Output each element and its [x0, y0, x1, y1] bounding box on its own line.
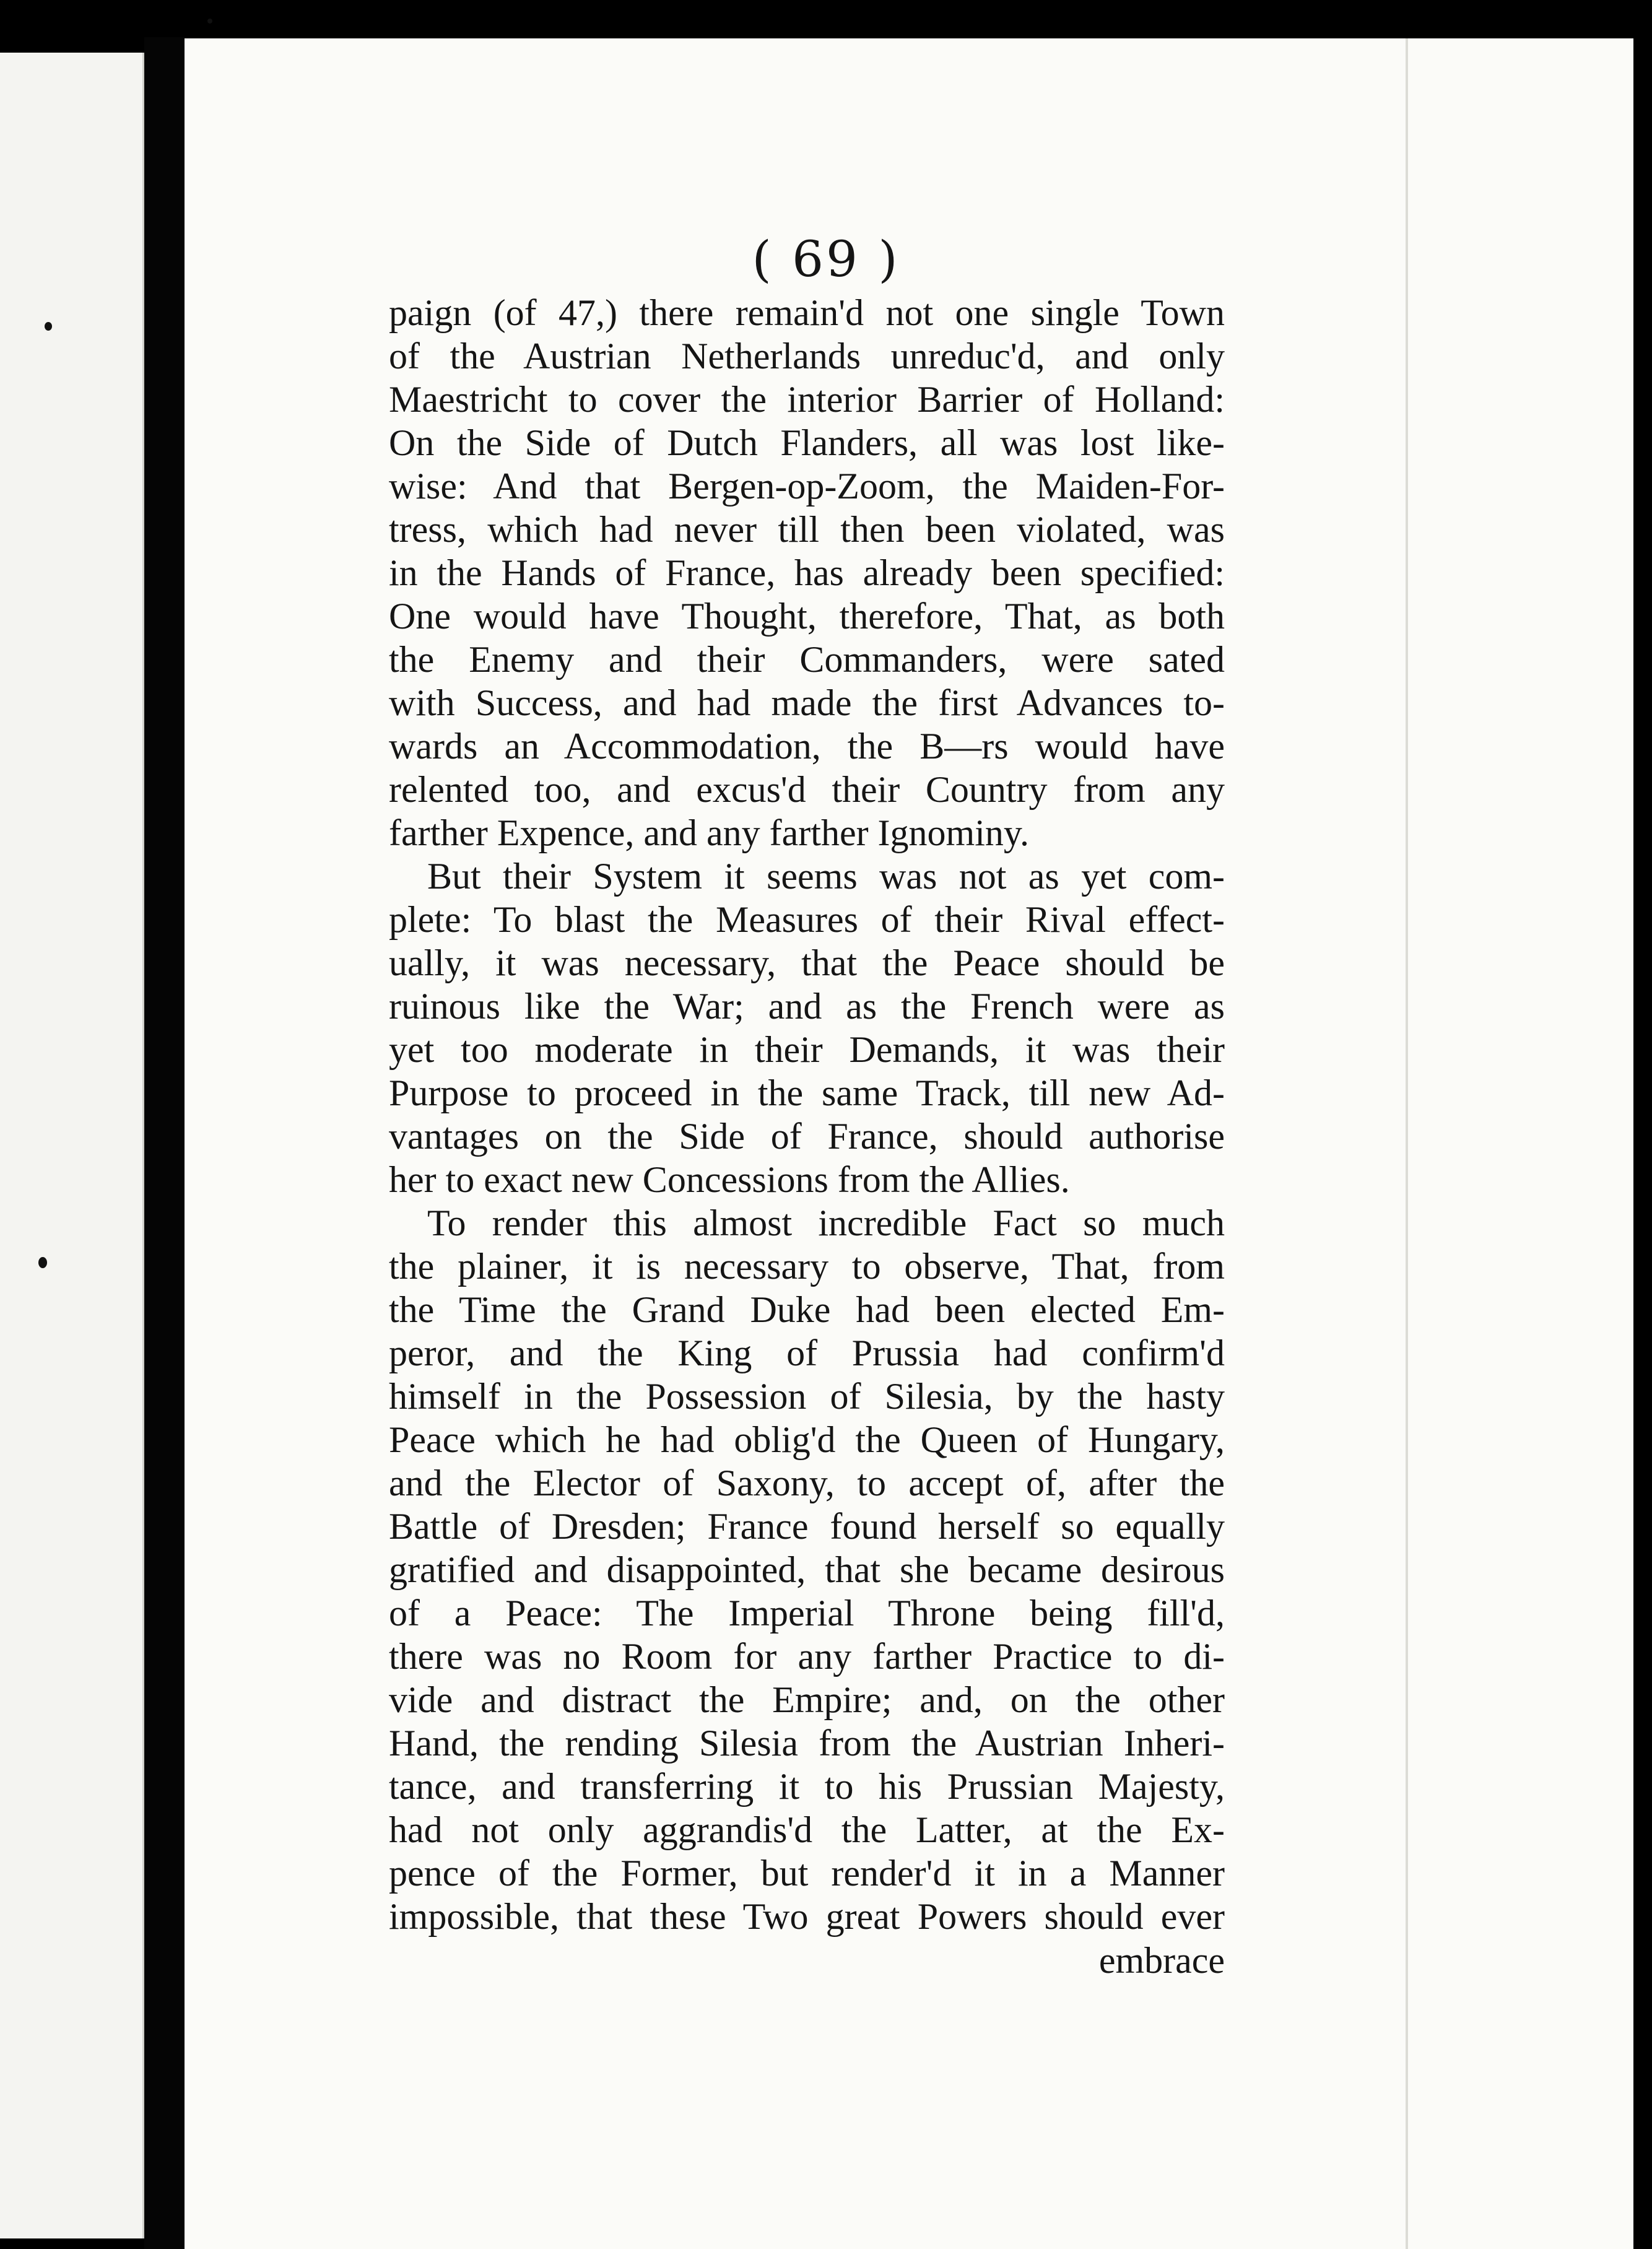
- text-line: the Enemy and their Commanders, were sated: [389, 639, 1225, 680]
- ink-speck: [38, 1257, 47, 1268]
- ink-speck: [45, 322, 52, 331]
- text-line: vantages on the Side of France, should authorise: [389, 1116, 1225, 1157]
- text-line: of a Peace: The Imperial Throne being fill'd,: [389, 1593, 1225, 1633]
- text-line: relented too, and excus'd their Country from any: [389, 769, 1225, 810]
- text-line: and the Elector of Saxony, to accept of, after the: [389, 1463, 1225, 1503]
- text-line: tance, and transferring it to his Prussian Majesty,: [389, 1766, 1225, 1807]
- body-text: [389, 291, 1225, 1938]
- text-line: To render this almost incredible Fact so much: [427, 1203, 1225, 1243]
- text-line: On the Side of Dutch Flanders, all was lost like-: [389, 422, 1225, 463]
- text-line: had not only aggrandis'd the Latter, at the Ex-: [389, 1809, 1225, 1850]
- text-line: Battle of Dresden; France found herself so equally: [389, 1506, 1225, 1547]
- text-line: Hand, the rending Silesia from the Austrian Inheri-: [389, 1723, 1225, 1764]
- text-line: there was no Room for any farther Practice to di-: [389, 1636, 1225, 1677]
- text-line: One would have Thought, therefore, That, as both: [389, 596, 1225, 637]
- text-line: impossible, that these Two great Powers should ever: [389, 1896, 1225, 1937]
- text-line: wise: And that Bergen-op-Zoom, the Maiden-For-: [389, 466, 1225, 507]
- text-line: But their System it seems was not as yet com-: [427, 856, 1225, 897]
- text-line: wards an Accommodation, the B—rs would have: [389, 726, 1225, 767]
- text-line: the Time the Grand Duke had been elected Em-: [389, 1289, 1225, 1330]
- text-line: her to exact new Concessions from the Allies.: [389, 1159, 1070, 1200]
- text-line: farther Expence, and any farther Ignominy.: [389, 812, 1029, 853]
- text-line: Peace which he had oblig'd the Queen of Hungary,: [389, 1419, 1225, 1460]
- text-line: with Success, and had made the first Advances to-: [389, 682, 1225, 723]
- text-line: ruinous like the War; and as the French were as: [389, 986, 1225, 1027]
- text-line: pence of the Former, but render'd it in a Manner: [389, 1853, 1225, 1894]
- ink-speck: [207, 19, 212, 24]
- text-line: peror, and the King of Prussia had confirm'd: [389, 1333, 1225, 1373]
- text-line: ually, it was necessary, that the Peace should be: [389, 942, 1225, 983]
- text-line: in the Hands of France, has already been specified:: [389, 552, 1225, 593]
- text-line: gratified and disappointed, that she became desirous: [389, 1549, 1225, 1590]
- text-line: of the Austrian Netherlands unreduc'd, and only: [389, 336, 1225, 376]
- text-line: vide and distract the Empire; and, on the other: [389, 1679, 1225, 1720]
- text-line: plete: To blast the Measures of their Rival effect-: [389, 899, 1225, 940]
- text-line: the plainer, it is necessary to observe, That, from: [389, 1246, 1225, 1287]
- page-number: ( 69 ): [752, 230, 900, 288]
- text-line: paign (of 47,) there remain'd not one single Town: [389, 292, 1225, 333]
- text-line: Maestricht to cover the interior Barrier of Holland:: [389, 379, 1225, 420]
- text-line: tress, which had never till then been violated, was: [389, 509, 1225, 550]
- binding-gutter: [144, 37, 185, 2249]
- text-line: himself in the Possession of Silesia, by the hasty: [389, 1376, 1225, 1417]
- facing-page-edge: [0, 53, 144, 2238]
- text-line: Purpose to proceed in the same Track, till new Ad-: [389, 1072, 1225, 1113]
- catchword: embrace: [1098, 1940, 1225, 1981]
- text-line: yet too moderate in their Demands, it was their: [389, 1029, 1225, 1070]
- page-fold-line: [1406, 38, 1408, 2249]
